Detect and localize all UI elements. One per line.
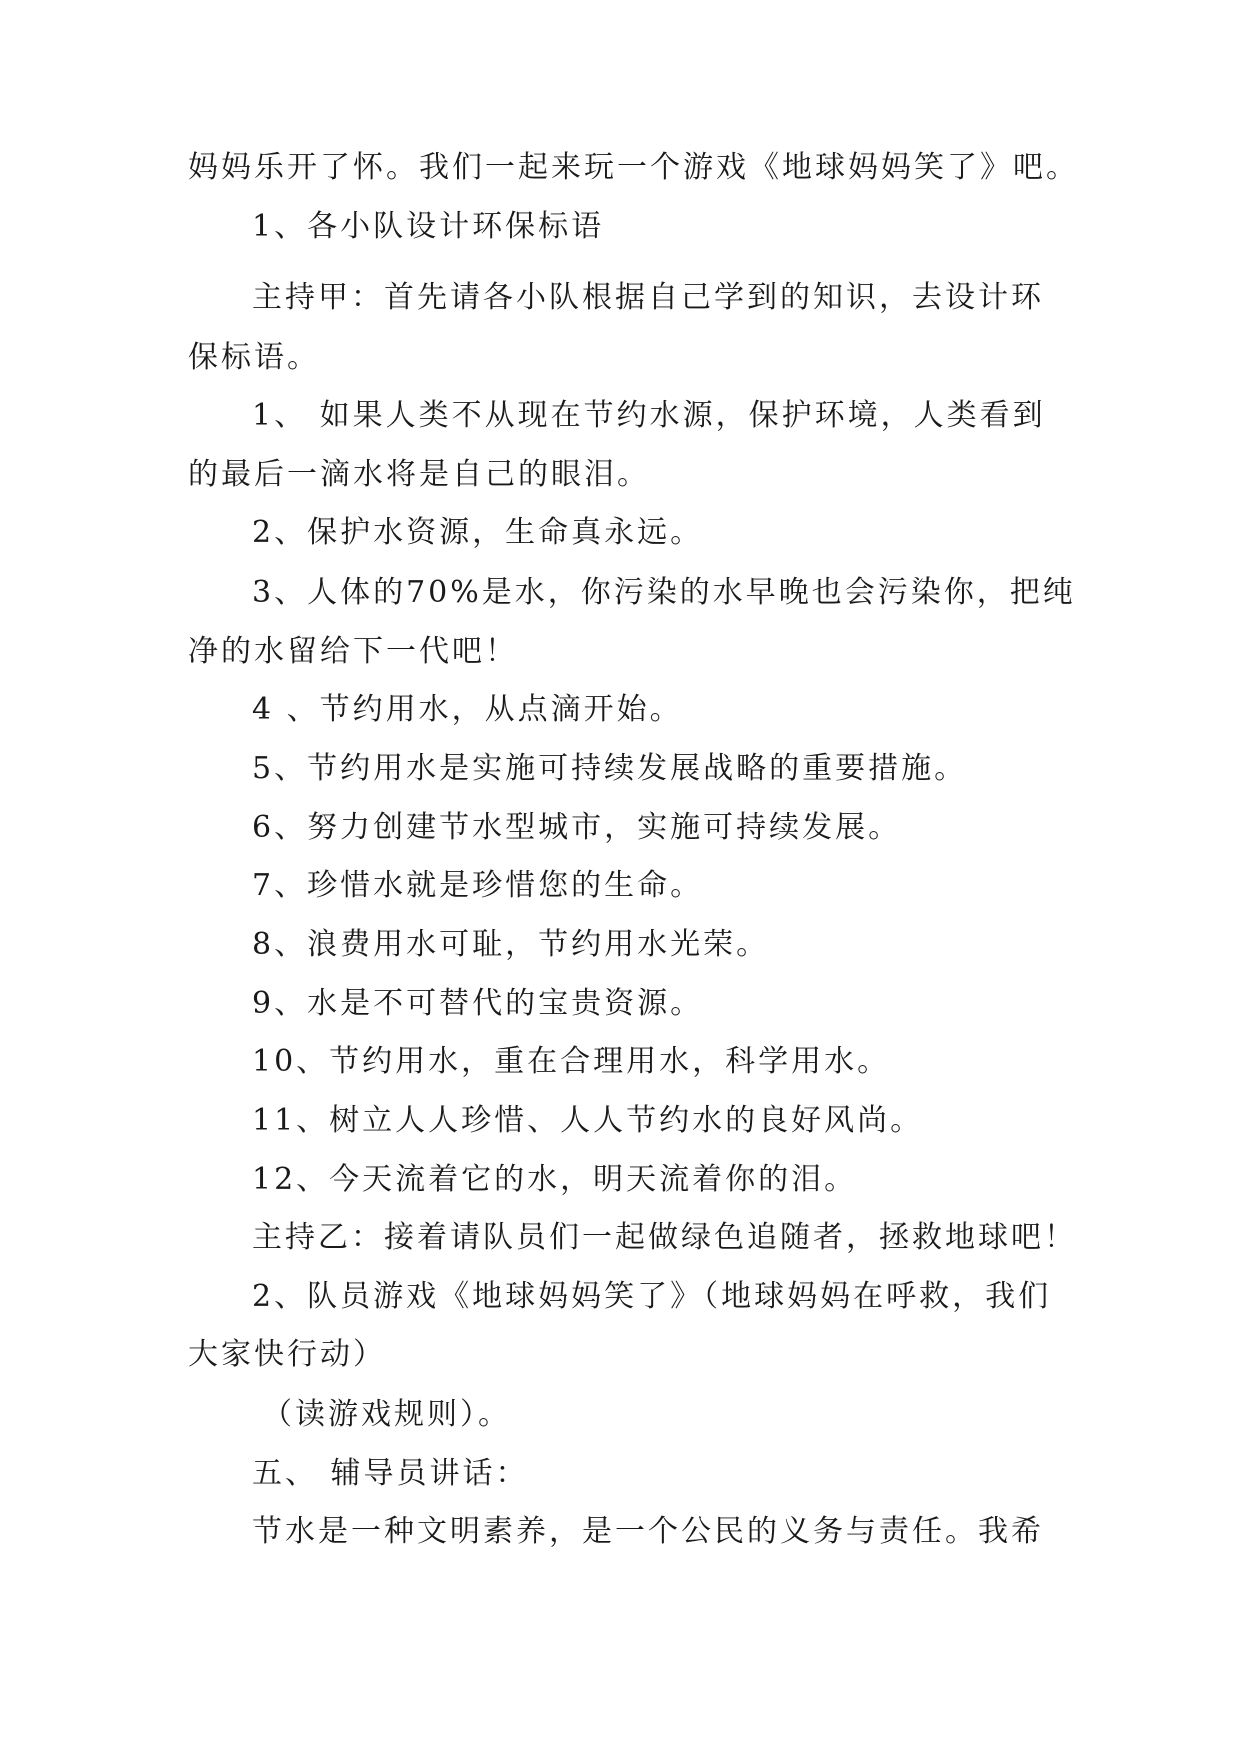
text-line: 1、 如果人类不从现在节约水源，保护环境，人类看到 <box>252 398 1046 433</box>
text-line: 7、珍惜水就是珍惜您的生命。 <box>252 868 704 903</box>
text-line: 6、努力创建节水型城市，实施可持续发展。 <box>252 810 902 845</box>
text-line: 主持甲：首先请各小队根据自己学到的知识，去设计环 <box>252 280 1044 315</box>
text-line: 2、队员游戏《地球妈妈笑了》（地球妈妈在呼救，我们 <box>252 1279 1052 1314</box>
text-line: 妈妈乐开了怀。我们一起来玩一个游戏《地球妈妈笑了》吧。 <box>188 150 1079 185</box>
text-line: 五、 辅导员讲话： <box>252 1456 529 1491</box>
text-line: 4 、节约用水，从点滴开始。 <box>252 692 683 727</box>
text-line: 9、水是不可替代的宝贵资源。 <box>252 986 704 1021</box>
text-line: 10、节约用水，重在合理用水，科学用水。 <box>252 1044 891 1079</box>
text-line: 主持乙：接着请队员们一起做绿色追随者，拯救地球吧！ <box>252 1220 1077 1255</box>
text-line: 大家快行动） <box>188 1337 386 1372</box>
text-line: 2、保护水资源，生命真永远。 <box>252 515 704 550</box>
text-line: 节水是一种文明素养，是一个公民的义务与责任。我希 <box>252 1514 1044 1549</box>
text-line: 3、人体的70%是水，你污染的水早晚也会污染你，把纯 <box>252 575 1076 610</box>
text-line: 5、节约用水是实施可持续发展战略的重要措施。 <box>252 751 968 786</box>
text-line: 保标语。 <box>188 340 320 375</box>
text-line: 8、浪费用水可耻，节约用水光荣。 <box>252 927 770 962</box>
text-line: 的最后一滴水将是自己的眼泪。 <box>188 457 650 492</box>
text-line: 1、各小队设计环保标语 <box>252 209 605 244</box>
text-line: 净的水留给下一代吧！ <box>188 634 518 669</box>
text-line: （读游戏规则）。 <box>262 1397 511 1432</box>
text-line: 12、今天流着它的水，明天流着你的泪。 <box>252 1162 858 1197</box>
text-line: 11、树立人人珍惜、人人节约水的良好风尚。 <box>252 1103 924 1138</box>
